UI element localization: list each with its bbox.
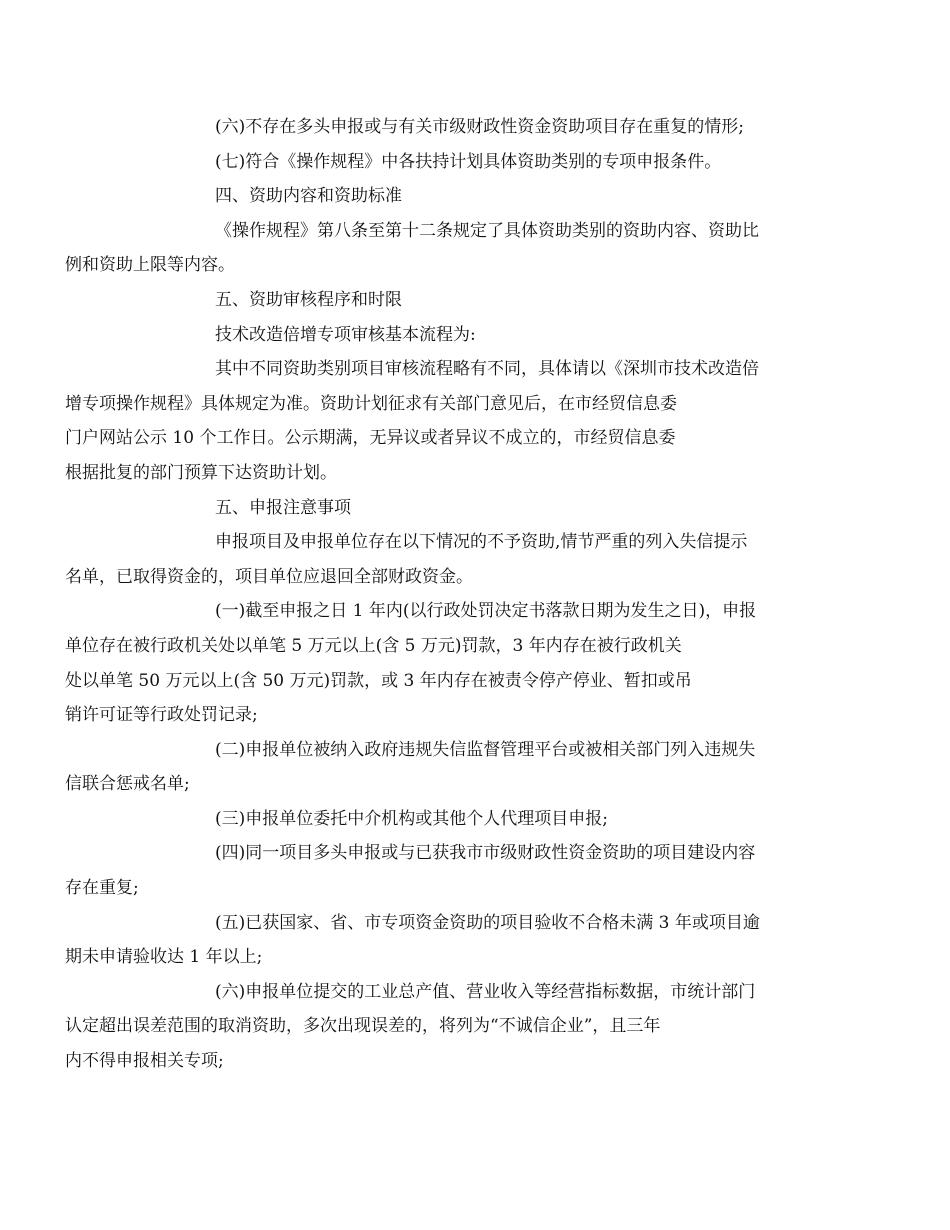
text-line: (一)截至申报之日 1 年内(以行政处罚决定书落款日期为发生之日)，申报	[215, 601, 757, 622]
text-line: (二)申报单位被纳入政府违规失信监督管理平台或被相关部门列入违规失	[215, 739, 756, 760]
paragraph	[65, 906, 812, 975]
text-line: 申报项目及申报单位存在以下情况的不予资助,情节严重的列入失信提示	[215, 532, 748, 553]
text-line: 四、资助内容和资助标准	[215, 186, 402, 207]
text-line: 单位存在被行政机关处以单笔 5 万元以上(含 5 万元)罚款，3 年内存在被行政机关	[65, 635, 682, 656]
text-line: (六)申报单位提交的工业总产值、营业收入等经营指标数据，市统计部门	[215, 981, 756, 1002]
paragraph	[65, 214, 812, 283]
text-line: 内不得申报相关专项;	[65, 1051, 224, 1072]
text-line: 例和资助上限等内容。	[65, 255, 235, 276]
text-line: 技术改造倍增专项审核基本流程为:	[215, 324, 476, 345]
paragraph	[65, 836, 812, 905]
paragraph	[65, 975, 812, 1079]
text-line: (三)申报单位委托中介机构或其他个人代理项目申报;	[215, 808, 608, 829]
text-line: (四)同一项目多头申报或与已获我市市级财政性资金资助的项目建设内容	[215, 843, 756, 864]
paragraph	[140, 145, 812, 180]
text-line: 门户网站公示 10 个工作日。公示期满，无异议或者异议不成立的，市经贸信息委	[65, 428, 676, 449]
text-line: 销许可证等行政处罚记录;	[65, 705, 258, 726]
paragraph	[65, 733, 812, 802]
paragraph	[140, 283, 812, 318]
text-line: (七)符合《操作规程》中各扶持计划具体资助类别的专项申报条件。	[215, 151, 722, 172]
text-line: 五、申报注意事项	[215, 497, 351, 518]
paragraph	[65, 594, 812, 732]
paragraph	[140, 491, 812, 526]
paragraph	[65, 352, 812, 490]
text-line: 根据批复的部门预算下达资助计划。	[65, 462, 337, 483]
paragraph	[65, 525, 812, 594]
text-line: 信联合惩戒名单;	[65, 774, 190, 795]
text-line: 五、资助审核程序和时限	[215, 289, 402, 310]
paragraph	[140, 179, 812, 214]
text-line: 处以单笔 50 万元以上(含 50 万元)罚款，或 3 年内存在被责令停产停业、暂扣或吊	[65, 670, 692, 691]
text-line: (五)已获国家、省、市专项资金资助的项目验收不合格未满 3 年或项目逾	[215, 912, 760, 933]
text-line: 《操作规程》第八条至第十二条规定了具体资助类别的资助内容、资助比	[215, 220, 759, 241]
text-line: 期未申请验收达 1 年以上;	[65, 947, 263, 968]
text-line: 名单，已取得资金的，项目单位应退回全部财政资金。	[65, 566, 473, 587]
paragraph	[140, 318, 812, 353]
paragraph	[140, 110, 812, 145]
paragraph	[140, 802, 812, 837]
document-body	[65, 110, 812, 1079]
text-line: 增专项操作规程》具体规定为准。资助计划征求有关部门意见后，在市经贸信息委	[65, 393, 677, 414]
text-line: 其中不同资助类别项目审核流程略有不同，具体请以《深圳市技术改造倍	[215, 359, 759, 380]
text-line: 存在重复;	[65, 878, 139, 899]
text-line: 认定超出误差范围的取消资助，多次出现误差的，将列为“不诚信企业”，且三年	[65, 1016, 661, 1037]
text-line: (六)不存在多头申报或与有关市级财政性资金资助项目存在重复的情形;	[215, 117, 744, 137]
